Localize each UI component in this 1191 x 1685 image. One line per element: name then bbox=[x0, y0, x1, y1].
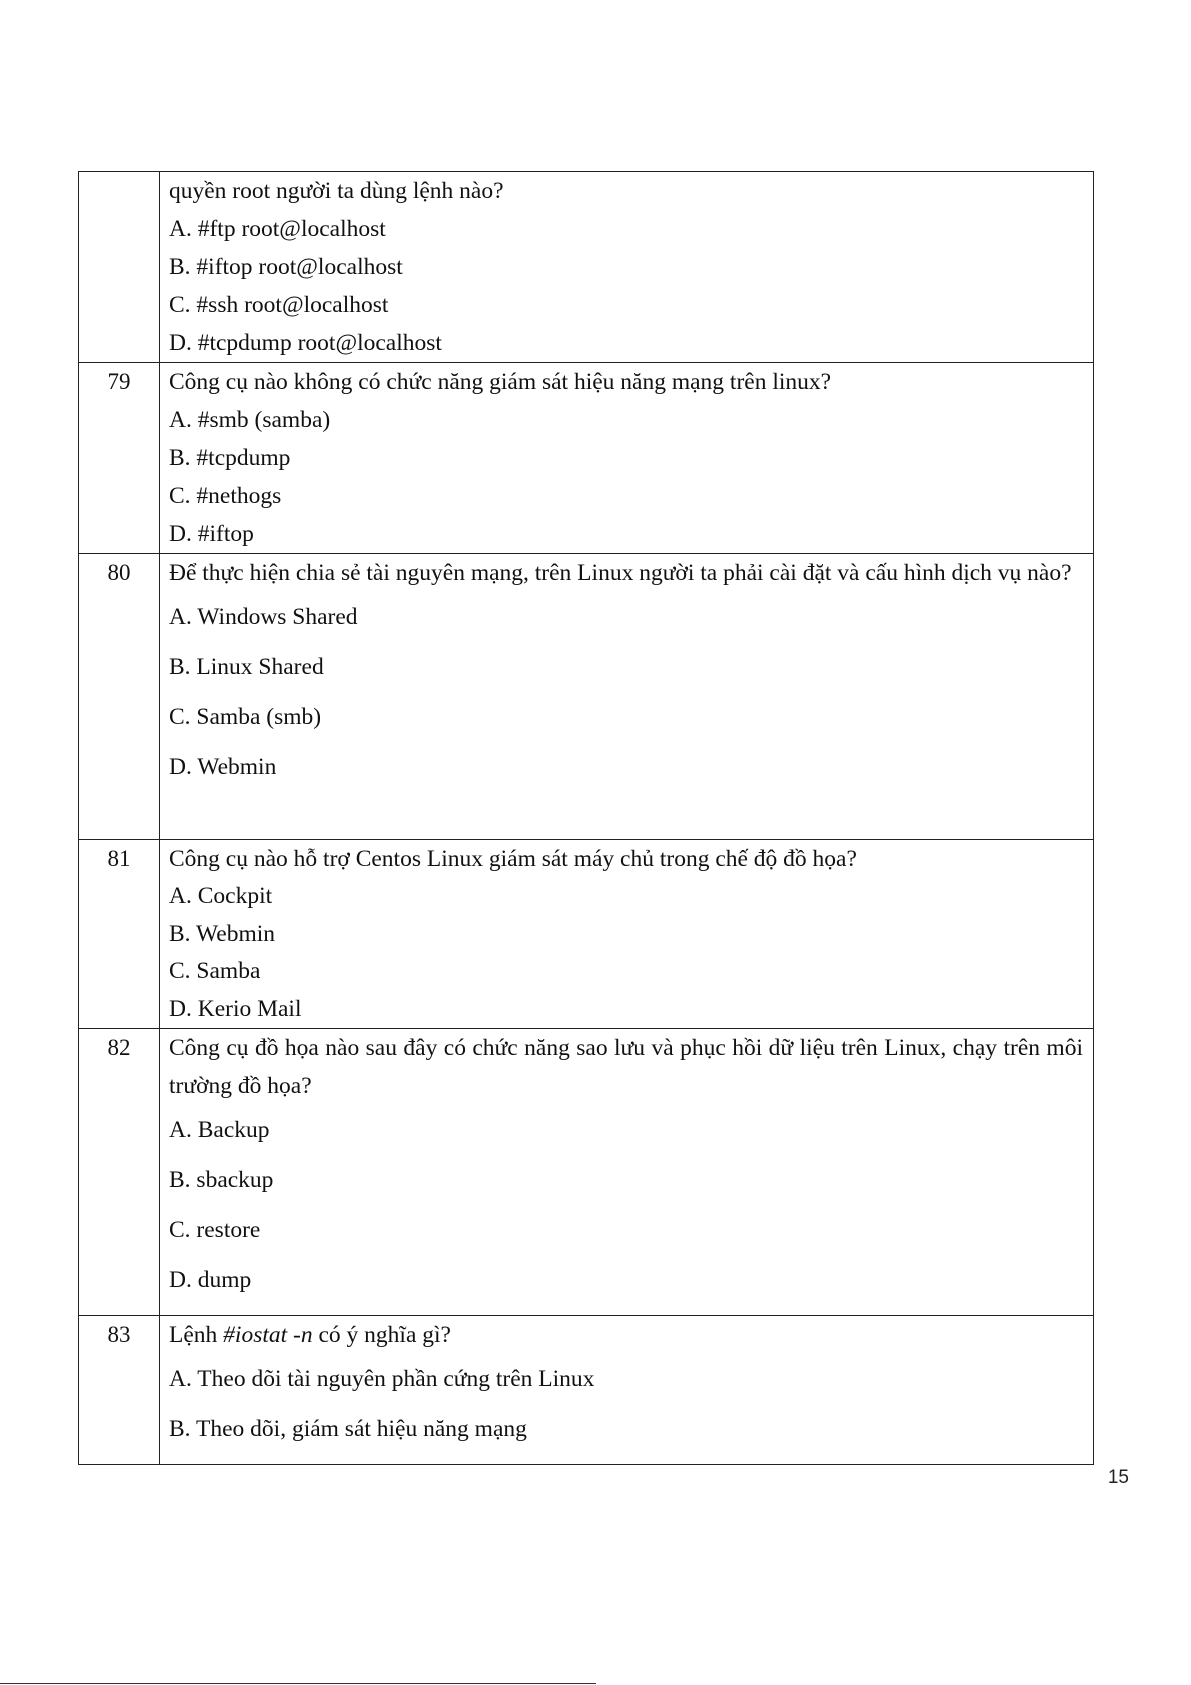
page-number: 15 bbox=[1107, 1467, 1129, 1488]
question-cell bbox=[160, 554, 1094, 840]
question-text: Công cụ nào không có chức năng giám sát hiệu năng mạng trên linux? bbox=[169, 369, 832, 395]
question-table bbox=[78, 171, 1094, 1465]
option-c: C. #ssh root@localhost bbox=[169, 292, 389, 318]
question-number: 82 bbox=[79, 1029, 160, 1316]
question-cell bbox=[160, 363, 1094, 554]
option-a: A. #smb (samba) bbox=[169, 407, 331, 433]
question-cell bbox=[160, 172, 1094, 363]
option-d: D. dump bbox=[169, 1267, 252, 1293]
option-a: A. Backup bbox=[169, 1117, 270, 1143]
option-a: A. #ftp root@localhost bbox=[169, 216, 386, 242]
option-c: C. Samba (smb) bbox=[169, 704, 322, 730]
table-row bbox=[79, 554, 1094, 840]
question-text: Công cụ nào hỗ trợ Centos Linux giám sát máy chủ trong chế độ đồ họa? bbox=[169, 846, 857, 872]
table-row bbox=[79, 1316, 1094, 1465]
option-c: C. restore bbox=[169, 1217, 261, 1243]
table-row bbox=[79, 1029, 1094, 1316]
table-row bbox=[79, 172, 1094, 363]
question-text bbox=[169, 1316, 1083, 1354]
option-c: C. #nethogs bbox=[169, 483, 282, 509]
option-d: D. Kerio Mail bbox=[169, 995, 302, 1022]
option-b: B. #tcpdump bbox=[169, 445, 291, 471]
question-number bbox=[79, 172, 160, 363]
question-text: Để thực hiện chia sẻ tài nguyên mạng, trên Linux người ta phải cài đặt và cấu hình dịch vụ nào? bbox=[169, 560, 1072, 586]
footnote-divider bbox=[0, 1683, 596, 1684]
question-number: 80 bbox=[79, 554, 160, 840]
question-number: 79 bbox=[79, 363, 160, 554]
question-text-prefix: Lệnh bbox=[169, 1322, 224, 1348]
option-d: D. Webmin bbox=[169, 754, 277, 780]
option-b: B. sbackup bbox=[169, 1167, 274, 1193]
question-text: quyền root người ta dùng lệnh nào? bbox=[169, 178, 504, 204]
question-number: 81 bbox=[79, 840, 160, 1029]
question-cell bbox=[160, 1316, 1094, 1465]
option-b: B. #iftop root@localhost bbox=[169, 254, 403, 280]
option-b: B. Linux Shared bbox=[169, 654, 324, 680]
option-a: A. Cockpit bbox=[169, 883, 273, 909]
question-text: Công cụ đồ họa nào sau đây có chức năng sao lưu và phục hồi dữ liệu trên Linux, chạy trên môi trường đồ họa? bbox=[169, 1035, 1083, 1099]
table-row bbox=[79, 363, 1094, 554]
table-row bbox=[79, 840, 1094, 1029]
option-d: D. #iftop bbox=[169, 521, 254, 547]
option-d: D. #tcpdump root@localhost bbox=[169, 330, 442, 356]
option-b: B. Theo dõi, giám sát hiệu năng mạng bbox=[169, 1416, 527, 1442]
command-text: #iostat -n bbox=[223, 1322, 313, 1348]
question-cell bbox=[160, 840, 1094, 1029]
question-cell bbox=[160, 1029, 1094, 1316]
option-c: C. Samba bbox=[169, 958, 261, 984]
option-a: A. Theo dõi tài nguyên phần cứng trên Linux bbox=[169, 1366, 595, 1392]
question-number: 83 bbox=[79, 1316, 160, 1465]
option-b: B. Webmin bbox=[169, 920, 276, 947]
question-text-suffix: có ý nghĩa gì? bbox=[312, 1322, 451, 1348]
option-a: A. Windows Shared bbox=[169, 604, 358, 630]
